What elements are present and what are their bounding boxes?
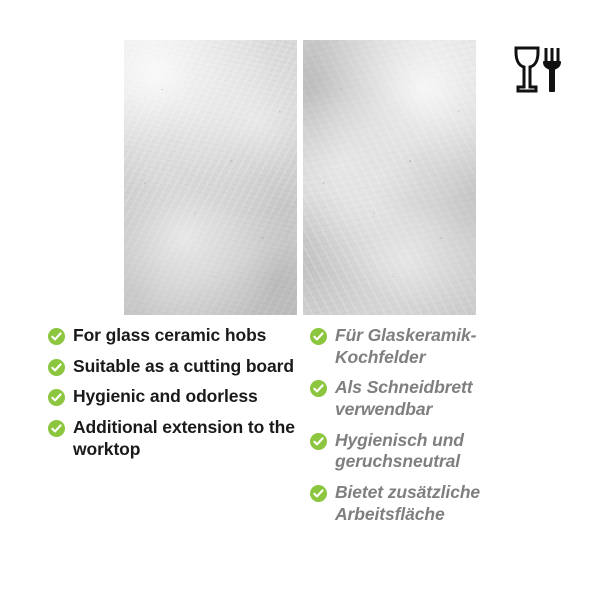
list-item bbox=[310, 482, 558, 525]
list-item bbox=[48, 356, 296, 378]
concrete-speckles bbox=[303, 40, 476, 315]
feature-label: Additional extension to the worktop bbox=[73, 417, 295, 459]
check-icon bbox=[310, 433, 327, 450]
check-icon bbox=[48, 328, 65, 345]
feature-label: Suitable as a cutting board bbox=[73, 355, 294, 376]
feature-column-english bbox=[48, 325, 296, 535]
list-item bbox=[48, 386, 296, 408]
check-icon bbox=[310, 328, 327, 345]
feature-column-german bbox=[310, 325, 558, 535]
list-item bbox=[48, 325, 296, 347]
product-image-right bbox=[303, 40, 476, 315]
feature-label: Hygienisch und geruchsneutral bbox=[335, 429, 464, 472]
food-safe-glass-fork-icon bbox=[508, 40, 568, 100]
list-item bbox=[310, 325, 558, 368]
feature-label: Als Schneidbrett verwendbar bbox=[335, 377, 473, 420]
check-icon bbox=[48, 359, 65, 376]
product-image-group bbox=[124, 40, 476, 315]
check-icon bbox=[310, 485, 327, 502]
feature-label: Bietet zusätzliche Arbeitsfläche bbox=[335, 482, 481, 524]
concrete-speckles bbox=[124, 40, 297, 315]
check-icon bbox=[48, 420, 65, 437]
feature-list bbox=[48, 325, 558, 535]
list-item bbox=[48, 417, 296, 460]
check-icon bbox=[48, 389, 65, 406]
product-image-left bbox=[124, 40, 297, 315]
list-item bbox=[310, 430, 558, 473]
list-item bbox=[310, 377, 558, 420]
feature-label: For glass ceramic hobs bbox=[73, 325, 267, 345]
feature-label: Für Glaskeramik-Kochfelder bbox=[335, 325, 477, 367]
check-icon bbox=[310, 380, 327, 397]
feature-label: Hygienic and odorless bbox=[73, 386, 258, 407]
